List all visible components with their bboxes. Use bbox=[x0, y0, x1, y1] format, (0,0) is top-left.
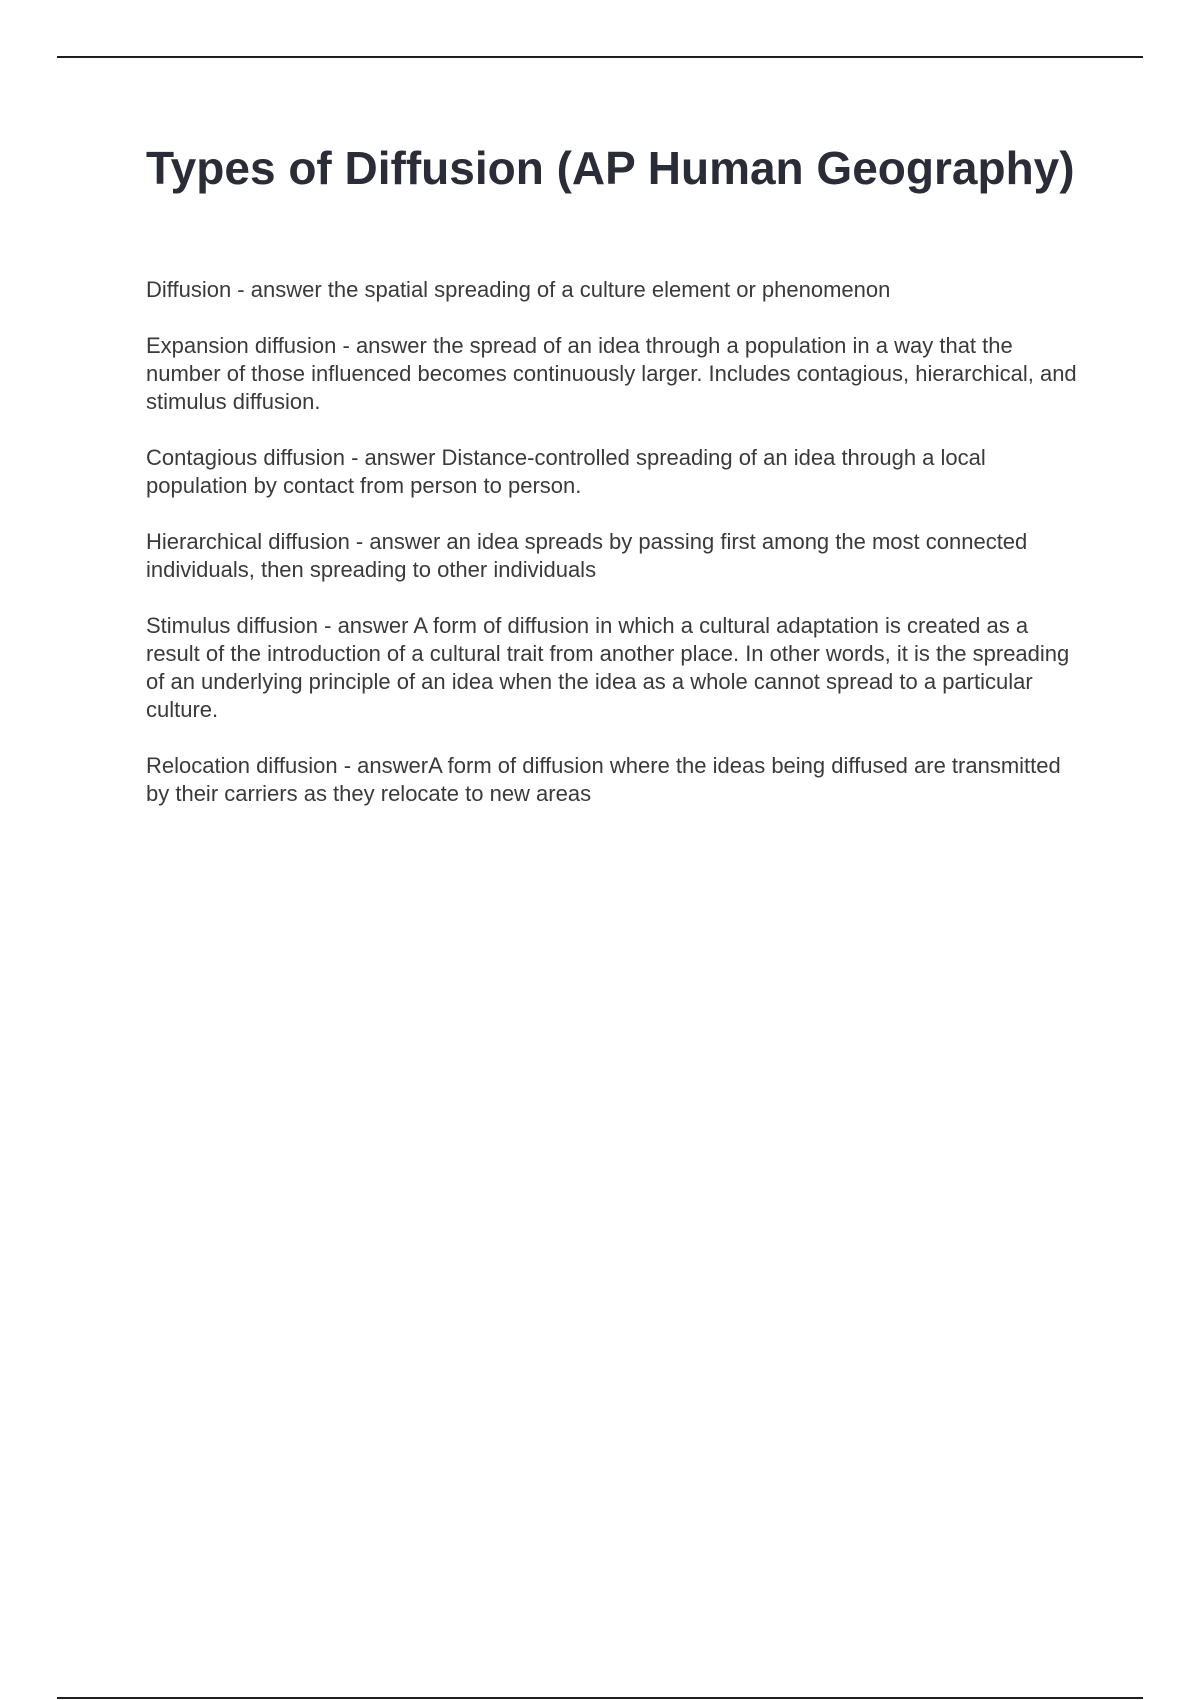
document-title: Types of Diffusion (AP Human Geography) bbox=[146, 142, 1075, 194]
bottom-divider bbox=[57, 1697, 1143, 1699]
definition-diffusion: Diffusion - answer the spatial spreading of a culture element or phenomenon bbox=[146, 277, 891, 302]
definition-relocation-diffusion: Relocation diffusion - answerA form of diffusion where the ideas being diffused are transmitted by their carriers as they relocate to new areas bbox=[146, 753, 1061, 806]
definition-expansion-diffusion: Expansion diffusion - answer the spread of an idea through a population in a way that the number of those influenced becomes continuously larger. Includes contagious, hierarchical, and stimulus diffusion. bbox=[146, 333, 1077, 414]
definition-contagious-diffusion: Contagious diffusion - answer Distance-controlled spreading of an idea through a local population by contact from person to person. bbox=[146, 445, 986, 498]
top-divider bbox=[57, 56, 1143, 58]
definition-list bbox=[146, 276, 1086, 808]
definition-stimulus-diffusion: Stimulus diffusion - answer A form of diffusion in which a cultural adaptation is created as a result of the introduction of a cultural trait from another place. In other words, it is the spreading of an underlying principle of an idea when the idea as a whole cannot spread to a particular culture. bbox=[146, 613, 1070, 722]
definition-hierarchical-diffusion: Hierarchical diffusion - answer an idea spreads by passing first among the most connected individuals, then spreading to other individuals bbox=[146, 529, 1028, 582]
document-page bbox=[146, 140, 1086, 836]
